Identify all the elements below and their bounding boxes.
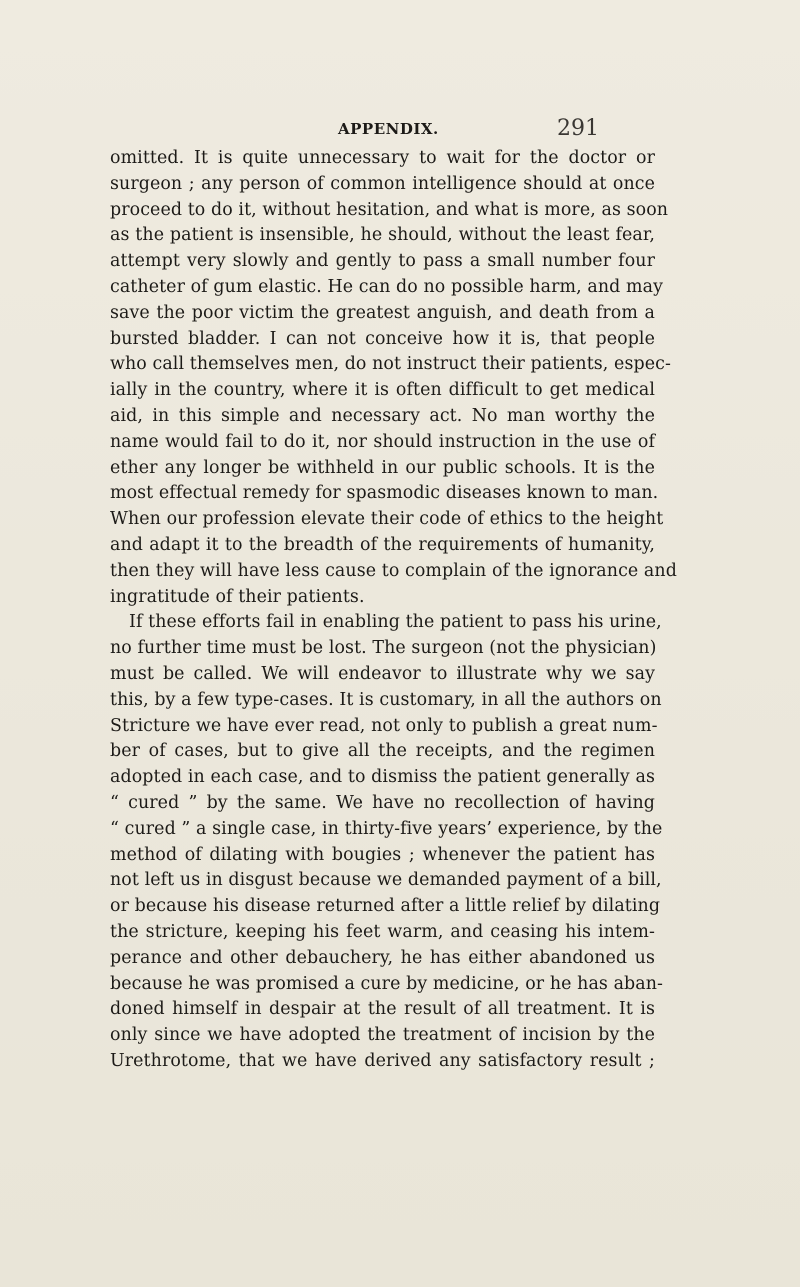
text-line: because he was promised a cure by medicine, or he has aban- [110,973,664,994]
text-line: When our profession elevate their code of ethics to the height [110,509,664,530]
running-head [0,116,800,142]
text-line: ether any longer be withheld in our public schools. It is the [110,457,655,478]
text-line: as the patient is insensible, he should, without the least fear, [110,225,655,246]
text-line: aid, in this simple and necessary act. No man worthy the [110,405,655,426]
text-line: no further time must be lost. The surgeon (not the physician) [110,638,657,659]
text-line: or because his disease returned after a little relief by dilating [110,896,661,917]
body-text [110,146,677,1075]
text-line: doned himself in despair at the result of all treatment. It is [110,999,655,1020]
text-line: who call themselves men, do not instruct their patients, espec- [110,354,671,375]
text-line: this, by a few type-cases. It is customary, in all the authors on [110,689,662,710]
text-line: perance and other debauchery, he has either abandoned us [110,947,655,968]
text-line: “ cured ” a single case, in thirty-five years’ experience, by the [110,818,663,839]
page-number: 291 [557,116,599,141]
paragraph-start-line: If these efforts fail in enabling the patient to pass his urine, [129,612,662,633]
text-line: name would fail to do it, nor should instruction in the use of [110,431,655,452]
text-line: Stricture we have ever read, not only to publish a great num- [110,715,658,736]
text-line: omitted. It is quite unnecessary to wait for the doctor or [110,148,655,168]
text-line: and adapt it to the breadth of the requirements of humanity, [110,534,655,555]
text-line: catheter of gum elastic. He can do no possible harm, and may [110,276,664,297]
text-line: ber of cases, but to give all the receipts, and the regimen [110,741,655,762]
paragraph-end-line: ingratitude of their patients. [110,586,365,607]
text-line: must be called. We will endeavor to illustrate why we say [110,663,655,684]
text-line: “ cured ” by the same. We have no recollection of having [110,792,655,813]
text-line: method of dilating with bougies ; whenever the patient has [110,844,655,865]
text-line: bursted bladder. I can not conceive how it is, that people [110,328,655,349]
text-line: most effectual remedy for spasmodic diseases known to man. [110,483,659,504]
text-line: only since we have adopted the treatment of incision by the [110,1025,655,1046]
text-line: save the poor victim the greatest anguish, and death from a [110,302,655,323]
text-line: attempt very slowly and gently to pass a small number four [110,251,655,272]
text-line: then they will have less cause to complain of the ignorance and [110,560,677,581]
text-line: surgeon ; any person of common intelligence should at once [110,173,655,194]
text-line: proceed to do it, without hesitation, and what is more, as soon [110,199,669,220]
text-line: not left us in disgust because we demanded payment of a bill, [110,870,662,891]
text-line: the stricture, keeping his feet warm, and ceasing his intem- [110,921,655,942]
text-line: ially in the country, where it is often difficult to get medical [110,380,655,401]
text-line: Urethrotome, that we have derived any satisfactory result ; [110,1050,655,1071]
running-title: APPENDIX. [338,120,439,138]
text-line: adopted in each case, and to dismiss the patient generally as [110,767,655,788]
